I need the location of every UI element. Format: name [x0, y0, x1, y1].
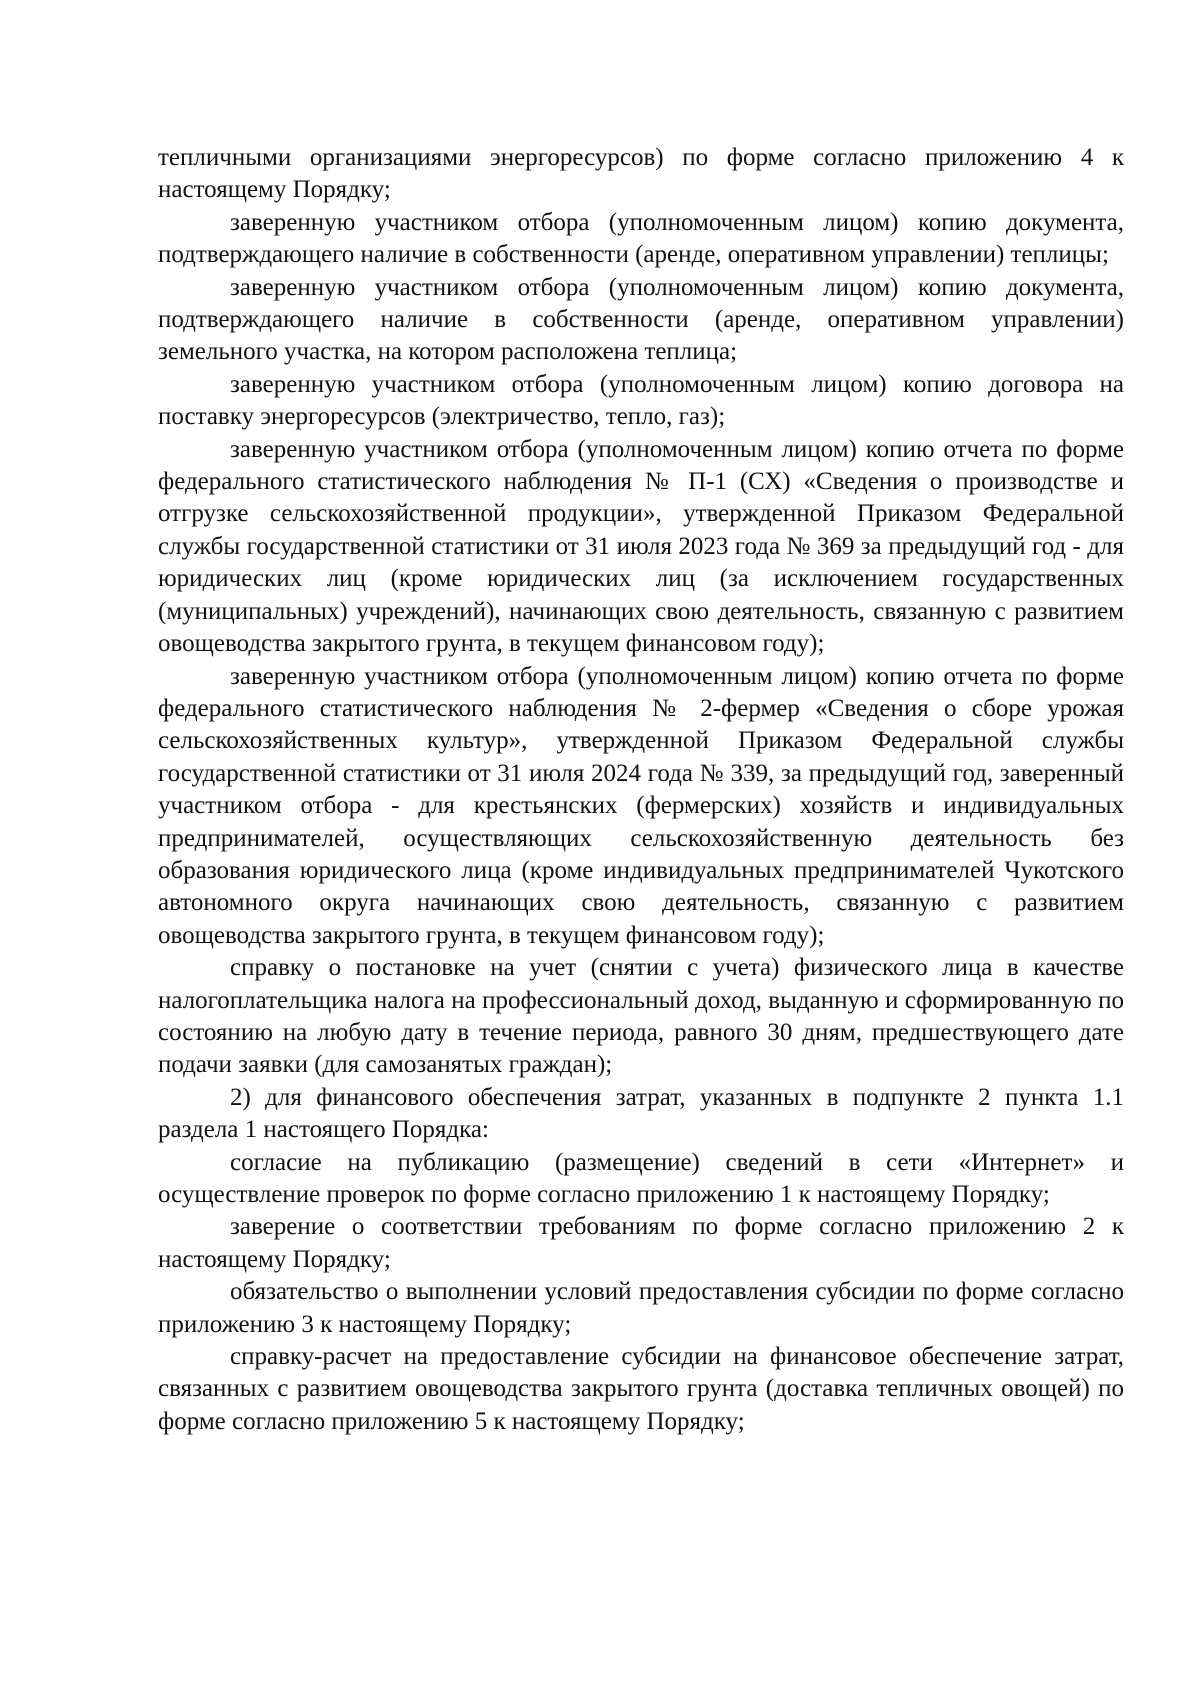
- paragraph-publication-consent: согласие на публикацию (размещение) сведений в сети «Интернет» и осуществление проверок по форме согласно приложению 1 к настоящему Порядку;: [158, 1148, 1124, 1208]
- paragraph-calculation-certificate: справку-расчет на предоставление субсидии на финансовое обеспечение затрат, связанных с развитием овощеводства закрытого грунта (доставка тепличных овощей) по форме согласно приложению 5 к настоящему Порядку;: [158, 1343, 1124, 1435]
- paragraph-compliance-assurance: заверение о соответствии требованиям по форме согласно приложению 2 к настоящему Порядку;: [158, 1213, 1124, 1273]
- paragraph-item-2-heading: 2) для финансового обеспечения затрат, указанных в подпункте 2 пункта 1.1 раздела 1 настоящего Порядка:: [158, 1083, 1124, 1144]
- paragraph-report-p1-sx: заверенную участником отбора (уполномоченным лицом) копию отчета по форме федерального статистического наблюдения № П-1 (СХ) «Сведения о производстве и отгрузке сельскохозяйственной продукции», утвержденной Приказом Федеральной службы государственной статистики от 31 июля 2023 года № 369 за предыдущий год - для юридических лиц (кроме юридических лиц (за исключением государственных (муниципальных) учреждений), начинающих свою деятельность, связанную с развитием овощеводства закрытого грунта, в текущем финансовом году);: [158, 435, 1124, 658]
- paragraph-continuation: тепличными организациями энергоресурсов) по форме согласно приложению 4 к настоящему Порядку;: [158, 144, 1124, 204]
- document-body: [158, 142, 1124, 1438]
- paragraph-self-employed-certificate: справку о постановке на учет (снятии с учета) физического лица в качестве налогоплательщика налога на профессиональный доход, выданную и сформированную по состоянию на любую дату в течение периода, равного 30 дням, предшествующего дате подачи заявки (для самозанятых граждан);: [158, 954, 1124, 1079]
- paragraph-energy-supply-contract: заверенную участником отбора (уполномоченным лицом) копию договора на поставку энергоресурсов (электричество, тепло, газ);: [158, 370, 1124, 431]
- paragraph-report-2-fermer: заверенную участником отбора (уполномоченным лицом) копию отчета по форме федерального статистического наблюдения № 2-фермер «Сведения о сборе урожая сельскохозяйственных культур», утвержденной Приказом Федеральной службы государственной статистики от 31 июля 2024 года № 339, за предыдущий год, заверенный участником отбора - для крестьянских (фермерских) хозяйств и индивидуальных предпринимателей, осуществляющих сельскохозяйственную деятельность без образования юридического лица (кроме индивидуальных предпринимателей Чукотского автономного округа начинающих свою деятельность, связанную с развитием овощеводства закрытого грунта, в текущем финансовом году);: [158, 662, 1124, 949]
- paragraph-obligation: обязательство о выполнении условий предоставления субсидии по форме согласно приложению 3 к настоящему Порядку;: [158, 1278, 1124, 1338]
- paragraph-greenhouse-ownership: заверенную участником отбора (уполномоченным лицом) копию документа, подтверждающего наличие в собственности (аренде, оперативном управлении) теплицы;: [158, 208, 1124, 269]
- paragraph-land-plot-ownership: заверенную участником отбора (уполномоченным лицом) копию документа, подтверждающего наличие в собственности (аренде, оперативном управлении) земельного участка, на котором расположена теплица;: [158, 273, 1124, 366]
